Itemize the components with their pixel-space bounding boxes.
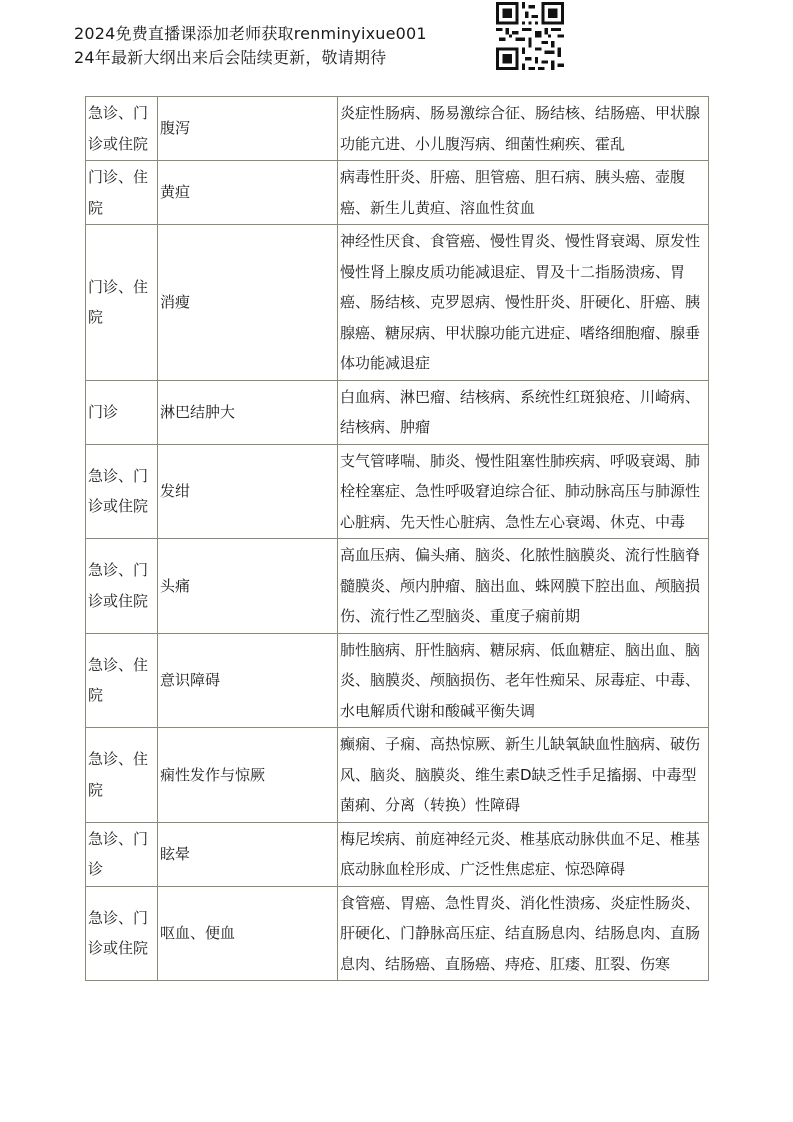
diseases-cell: 白血病、淋巴瘤、结核病、系统性红斑狼疮、川崎病、结核病、肿瘤 xyxy=(338,380,709,444)
symptom-cell: 眩晕 xyxy=(158,822,338,886)
diseases-cell: 高血压病、偏头痛、脑炎、化脓性脑膜炎、流行性脑脊髓膜炎、颅内肿瘤、脑出血、蛛网膜下腔出血、颅脑损伤、流行性乙型脑炎、重度子痫前期 xyxy=(338,539,709,634)
table-row xyxy=(86,161,709,225)
table-row xyxy=(86,633,709,728)
header-notice-line: 24年最新大纲出来后会陆续更新，敬请期待 xyxy=(74,48,387,67)
setting-cell: 急诊、门诊或住院 xyxy=(86,97,158,161)
diseases-cell: 支气管哮喘、肺炎、慢性阻塞性肺疾病、呼吸衰竭、肺栓栓塞症、急性呼吸窘迫综合征、肺动脉高压与肺源性心脏病、先天性心脏病、急性左心衰竭、休克、中毒 xyxy=(338,444,709,539)
diseases-cell: 肺性脑病、肝性脑病、糖尿病、低血糖症、脑出血、脑炎、脑膜炎、颅脑损伤、老年性痴呆、尿毒症、中毒、水电解质代谢和酸碱平衡失调 xyxy=(338,633,709,728)
table-row xyxy=(86,97,709,161)
page-header xyxy=(74,22,494,70)
symptom-cell: 发绀 xyxy=(158,444,338,539)
setting-cell: 急诊、门诊或住院 xyxy=(86,444,158,539)
table-body xyxy=(86,97,709,981)
symptom-disease-table xyxy=(85,96,709,981)
symptom-cell: 黄疸 xyxy=(158,161,338,225)
table-row xyxy=(86,728,709,823)
table-row xyxy=(86,539,709,634)
symptom-cell: 腹泻 xyxy=(158,97,338,161)
diseases-cell: 癫痫、子痫、高热惊厥、新生儿缺氧缺血性脑病、破伤风、脑炎、脑膜炎、维生素D缺乏性手足搐搦、中毒型菌痢、分离（转换）性障碍 xyxy=(338,728,709,823)
setting-cell: 急诊、门诊 xyxy=(86,822,158,886)
setting-cell: 门诊 xyxy=(86,380,158,444)
symptom-cell: 呕血、便血 xyxy=(158,886,338,981)
symptom-cell: 头痛 xyxy=(158,539,338,634)
diseases-cell: 食管癌、胃癌、急性胃炎、消化性溃疡、炎症性肠炎、肝硬化、门静脉高压症、结直肠息肉、结肠息肉、直肠息肉、结肠癌、直肠癌、痔疮、肛瘘、肛裂、伤寒 xyxy=(338,886,709,981)
setting-cell: 急诊、门诊或住院 xyxy=(86,886,158,981)
table-row xyxy=(86,886,709,981)
setting-cell: 急诊、门诊或住院 xyxy=(86,539,158,634)
diseases-cell: 神经性厌食、食管癌、慢性胃炎、慢性肾衰竭、原发性慢性肾上腺皮质功能减退症、胃及十二指肠溃疡、胃癌、肠结核、克罗恩病、慢性肝炎、肝硬化、肝癌、胰腺癌、糖尿病、甲状腺功能亢进症、嗜络细胞瘤、腺垂体功能减退症 xyxy=(338,225,709,381)
symptom-cell: 淋巴结肿大 xyxy=(158,380,338,444)
setting-cell: 急诊、住院 xyxy=(86,728,158,823)
table-row xyxy=(86,444,709,539)
qr-code-icon[interactable] xyxy=(496,2,564,70)
diseases-cell: 梅尼埃病、前庭神经元炎、椎基底动脉供血不足、椎基底动脉血栓形成、广泛性焦虑症、惊恐障碍 xyxy=(338,822,709,886)
setting-cell: 门诊、住院 xyxy=(86,161,158,225)
table-row xyxy=(86,225,709,381)
header-promo-line: 2024免费直播课添加老师获取renminyixue001 xyxy=(74,24,427,43)
setting-cell: 急诊、住院 xyxy=(86,633,158,728)
diseases-cell: 炎症性肠病、肠易激综合征、肠结核、结肠癌、甲状腺功能亢进、小儿腹泻病、细菌性痢疾、霍乱 xyxy=(338,97,709,161)
table-row xyxy=(86,822,709,886)
symptom-cell: 痫性发作与惊厥 xyxy=(158,728,338,823)
diseases-cell: 病毒性肝炎、肝癌、胆管癌、胆石病、胰头癌、壶腹癌、新生儿黄疸、溶血性贫血 xyxy=(338,161,709,225)
table-row xyxy=(86,380,709,444)
symptom-cell: 意识障碍 xyxy=(158,633,338,728)
symptom-cell: 消瘦 xyxy=(158,225,338,381)
setting-cell: 门诊、住院 xyxy=(86,225,158,381)
